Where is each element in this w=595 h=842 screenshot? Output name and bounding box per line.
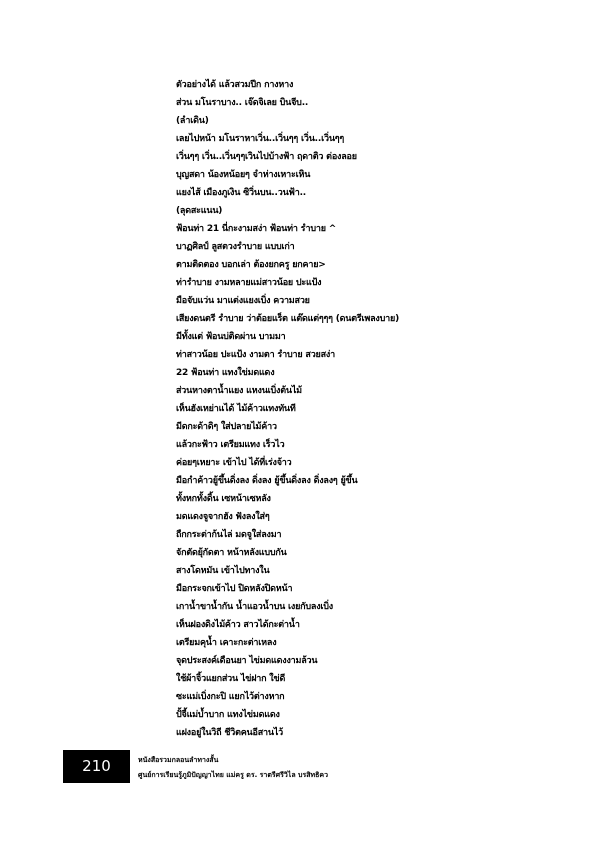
verse-line: ท่าสาวน้อย ปะแป้ง งามตา รำบาย สวยสง่า <box>176 350 335 360</box>
verse-line: สางโดหมัน เข้าไปทางใน <box>176 566 270 576</box>
verse-line: ตัวอย่างได้ แล้วสวมปีก กางหาง <box>176 80 294 90</box>
verse-line: แยงไส้ เมืองภูเงิน ซิวิ่นบน..วนฟ้า.. <box>176 188 307 198</box>
verse-line: เห็นฝองดิงไม้ค้าว สาวได้กะต่าน้ำ <box>176 620 300 630</box>
verse-line: ถืกกระต่าก้นไล่ มดจูใส่ลงมา <box>176 530 282 540</box>
verse-line: เตรียมคุน้ำ เคาะกะต่าเหลง <box>176 638 277 648</box>
verse-line: มือกำค้าวยู้ขึ้นดิ่งลง ดิ่งลง ยู้ขึ้นดิ่งลง ดิ่งลงๆ ยู้ขึ้น <box>176 476 358 486</box>
verse-line: จักตัดยุ้กัดตา หน้าหลังแบบกัน <box>176 548 287 558</box>
verse-line: แล้วกะฟ้าว เตรียมแทง เร็วไว <box>176 440 285 450</box>
verse-line: ฟ้อนท่า 21 นี่กะงามสง่า ฟ้อนท่า รำบาย ^ <box>176 224 337 234</box>
verse-line: เวิ่นๆๆ เวิ่น..เวิ่นๆๆเวินไปบ้างฟ้า ฤดาติว ต่องลอย <box>176 152 357 162</box>
verse-line: ซะแม่เบิ่งกะปิ แยกไว้ต่างหาก <box>176 692 285 702</box>
verse-line: เกาน้ำขาน้ำกัน น้ำแอวน้ำบน เงยกับลงเบิ่ง <box>176 602 334 612</box>
verse-line: จุดประสงค์เดือนยา ไข่มดแดงงามล้วน <box>176 656 318 666</box>
verse-line: แฝงอยู่ในวิถี ชีวิตคนอีสานไว้ <box>176 728 283 738</box>
verse-line: เลยไปหน้า มโนราหาเวิ่น..เวิ่นๆๆ เวิ่น..เวิ่นๆๆ <box>176 134 345 144</box>
verse-line: มดแดงจูจากฮัง ฟังลงใส่ๆ <box>176 512 270 522</box>
verse-line: ค่อยๆเหยาะ เข้าไป ได้ที่เร่งจ้าว <box>176 458 292 468</box>
verse-line: (ลำเดิน) <box>176 116 209 126</box>
verse-line: มือจับแว่น มาแต่งแยงเบิ่ง ความสวย <box>176 296 310 306</box>
verse-line: มีทั้งแต่ ฟ้อนบ่ติดผ่าน บามมา <box>176 332 286 342</box>
verse-line: มือกระจกเข้าไป ปิดหลังปิดหน้า <box>176 584 293 594</box>
verse-line: (ลุดสะแนน) <box>176 206 223 216</box>
verse-line: เห็นฮังเหย่าแได้ ไม้ค้าวแทงทันที <box>176 404 296 414</box>
verse-line: ปั้จี้แม่บ้ำบาก แทงไข่มดแดง <box>176 710 280 720</box>
verse-line: บาฏศิลป์ ลูสตวงรำบาย แบบเก่า <box>176 242 295 252</box>
footer-title: หนังสือรวมกลอนลำทางสั้น <box>138 756 219 764</box>
verse-line: เสียงดนตรี รำบาย ว่าต้อยแร็ต แต๊ดแต่ๆๆๆ (ดนตรีเพลงบาย) <box>176 314 399 324</box>
verse-line: บุญสดา น้องหน้อยๆ จำห่างเหาะเหิน <box>176 170 311 180</box>
verse-line: ท่ารำบาย งามหลายแม่สาวน้อย ปะแป้ง <box>176 278 322 288</box>
verse-line: ทั้งหกทั้งดิ้น เซหน้าเซหลัง <box>176 494 271 504</box>
verse-line: ส่วนหางตาน้ำแยง แหงนเบิ่งต้นไม้ <box>176 386 302 396</box>
footer-subtitle: ศูนย์การเรียนรู้ภูมิปัญญาไทย แม่ครู ดร. ราตรีศรีวิไล บรสิทธิคว <box>138 771 329 779</box>
verse-line: ส่วน มโนราบาง.. เจ๊ดจิเลย บินจีบ.. <box>176 98 309 108</box>
page-number: 210 <box>82 757 111 775</box>
verse-line: มีดกะด้าดิๆ ใส่ปลายไม้ค้าว <box>176 422 277 432</box>
verse-line: ตามติดตอง บอกเล่า ต้องยกครู ยกคาย> <box>176 260 326 270</box>
verse-line: 22 ฟ้อนท่า แทงใข่มดแดง <box>176 368 275 378</box>
page-number-block <box>63 750 130 783</box>
verse-line: ใช้ผ้าจิ้วแยกส่วน ไข่ฝาก ใข่ดี <box>176 674 286 684</box>
